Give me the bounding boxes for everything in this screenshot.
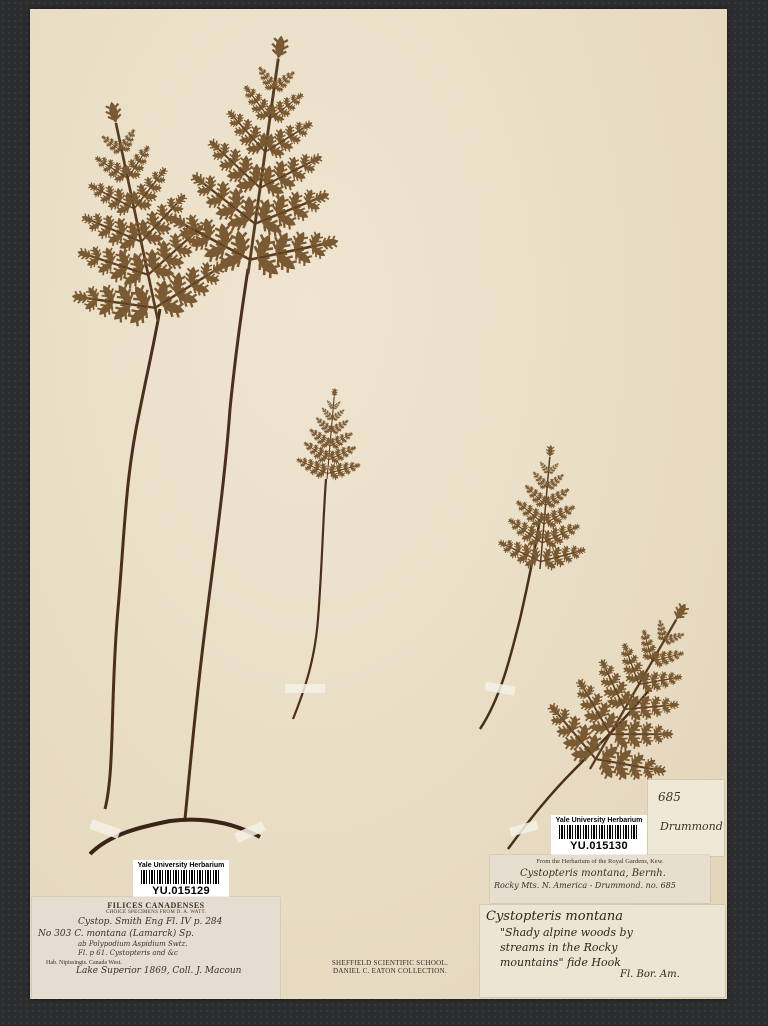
note-line-1: Cystopteris montana [486, 909, 624, 924]
kew-header: From the Herbarium of the Royal Gardens, Kew. [536, 858, 664, 865]
drummond-label [648, 780, 724, 856]
collector-number: 685 [658, 790, 681, 804]
collector-name: Drummond [660, 820, 723, 833]
barcode-right [551, 815, 647, 855]
note-line-3: streams in the Rocky [500, 941, 618, 954]
barcode-number: YU.015129 [152, 885, 210, 897]
collection-stamp [320, 959, 460, 975]
barcode-institution: Yale University Herbarium [137, 862, 225, 869]
kew-line-1: Cystopteris montana, Bernh. [520, 868, 666, 879]
kew-line-2: Rocky Mts. N. America - Drummond. no. 685 [494, 881, 676, 890]
barcode-number: YU.015130 [570, 840, 628, 852]
barcode-institution: Yale University Herbarium [555, 817, 643, 824]
label-line-1: Cystop. Smith Eng Fl. IV p. 284 [78, 917, 223, 927]
label-line-6: Lake Superior 1869, Coll. J. Macoun [76, 966, 242, 976]
stamp-line-1: SHEFFIELD SCIENTIFIC SCHOOL. [331, 959, 449, 967]
note-line-5: Fl. Bor. Am. [620, 969, 680, 980]
label-line-4: Fl. p 61. Cystopteris and &c [78, 949, 178, 957]
kew-label [490, 855, 710, 903]
barcode-left [133, 860, 229, 900]
label-line-3: ab Polypodium Aspidium Swtz. [78, 940, 188, 948]
barcode-bars [141, 870, 221, 884]
note-label [480, 905, 725, 997]
label-header: FILICES CANADENSES [107, 901, 205, 910]
note-line-4: mountains" fide Hook [500, 956, 621, 969]
label-line-2: No 303 C. montana (Lamarck) Sp. [38, 929, 194, 939]
label-line-5: Hab. Nipissingis. Canada West. [46, 960, 122, 966]
barcode-bars [559, 825, 639, 839]
note-line-2: "Shady alpine woods by [500, 926, 633, 939]
label-subheader: CHOICE SPECIMENS FROM D. A. WATT. [105, 910, 206, 915]
filices-label [32, 897, 280, 999]
stamp-line-2: DANIEL C. EATON COLLECTION. [332, 967, 448, 975]
herbarium-sheet [30, 9, 727, 999]
